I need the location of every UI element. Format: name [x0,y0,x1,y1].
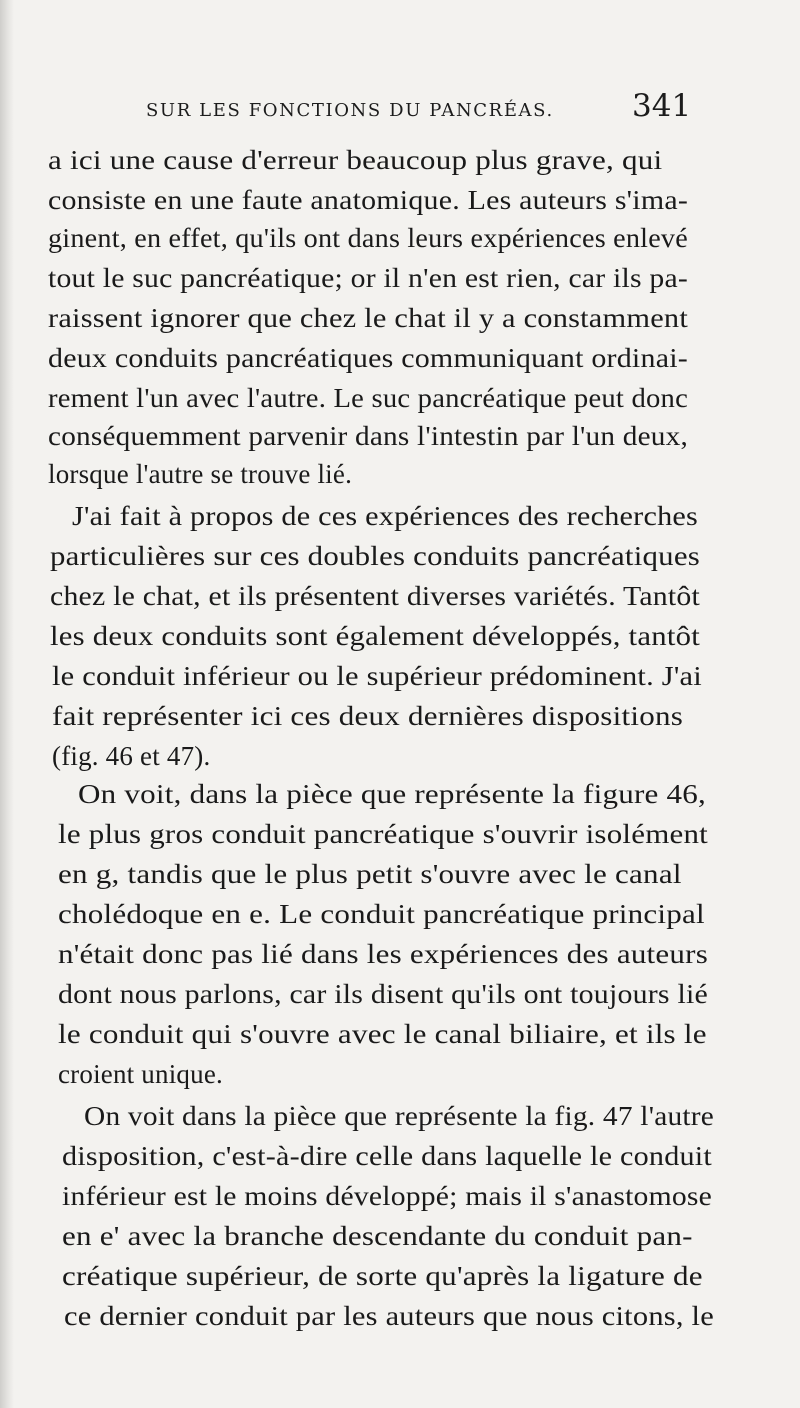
text-line: fait représenter ici ces deux dernières dispositions [52,701,684,731]
text-line: tout le suc pancréatique; or il n'en est rien, car ils pa- [48,263,689,293]
text-line: disposition, c'est-à-dire celle dans laquelle le conduit [62,1141,713,1171]
text-line: créatique supérieur, de sorte qu'après la ligature de [62,1261,703,1291]
text-line: croient unique. [58,1059,223,1089]
text-line: le conduit qui s'ouvre avec le canal biliaire, et ils le [58,1019,707,1049]
text-line: ginent, en effet, qu'ils ont dans leurs expériences enlevé [48,223,688,253]
text-line: n'était donc pas lié dans les expériences des auteurs [58,939,709,969]
running-title: SUR LES FONCTIONS DU PANCRÉAS. [146,100,554,121]
text-line: particulières sur ces doubles conduits pancréatiques [50,541,700,571]
text-line: ce dernier conduit par les auteurs que nous citons, le [64,1301,714,1331]
text-line: dont nous parlons, car ils disent qu'ils ont toujours lié [58,979,708,1009]
text-line: chez le chat, et ils présentent diverses variétés. Tantôt [50,581,700,611]
text-line: On voit, dans la pièce que représente la figure 46, [78,779,707,809]
text-line: en e' avec la branche descendante du conduit pan- [62,1221,693,1251]
text-line: inférieur est le moins développé; mais il s'anastomose [62,1181,713,1211]
text-line: rement l'un avec l'autre. Le suc pancréatique peut donc [48,383,689,413]
text-line: le plus gros conduit pancréatique s'ouvrir isolément [58,819,708,849]
text-line: conséquemment parvenir dans l'intestin par l'un deux, [48,421,688,451]
text-line: a ici une cause d'erreur beaucoup plus grave, qui [48,145,663,175]
text-line: le conduit inférieur ou le supérieur prédominent. J'ai [52,661,702,691]
text-line: cholédoque en e. Le conduit pancréatique principal [58,899,705,929]
text-line: deux conduits pancréatiques communiquant ordinai- [48,343,688,373]
text-line: On voit dans la pièce que représente la fig. 47 l'autre [84,1101,715,1131]
text-line: J'ai fait à propos de ces expériences des recherches [72,501,699,531]
text-line: les deux conduits sont également développés, tantôt [50,621,701,651]
text-line: raissent ignorer que chez le chat il y a constamment [48,303,688,333]
text-line: (fig. 46 et 47). [52,741,211,771]
text-line: lorsque l'autre se trouve lié. [48,459,353,489]
text-line: consiste en une faute anatomique. Les auteurs s'ima- [48,185,689,215]
page-number: 341 [632,88,692,124]
text-line: en g, tandis que le plus petit s'ouvre avec le canal [58,859,682,889]
